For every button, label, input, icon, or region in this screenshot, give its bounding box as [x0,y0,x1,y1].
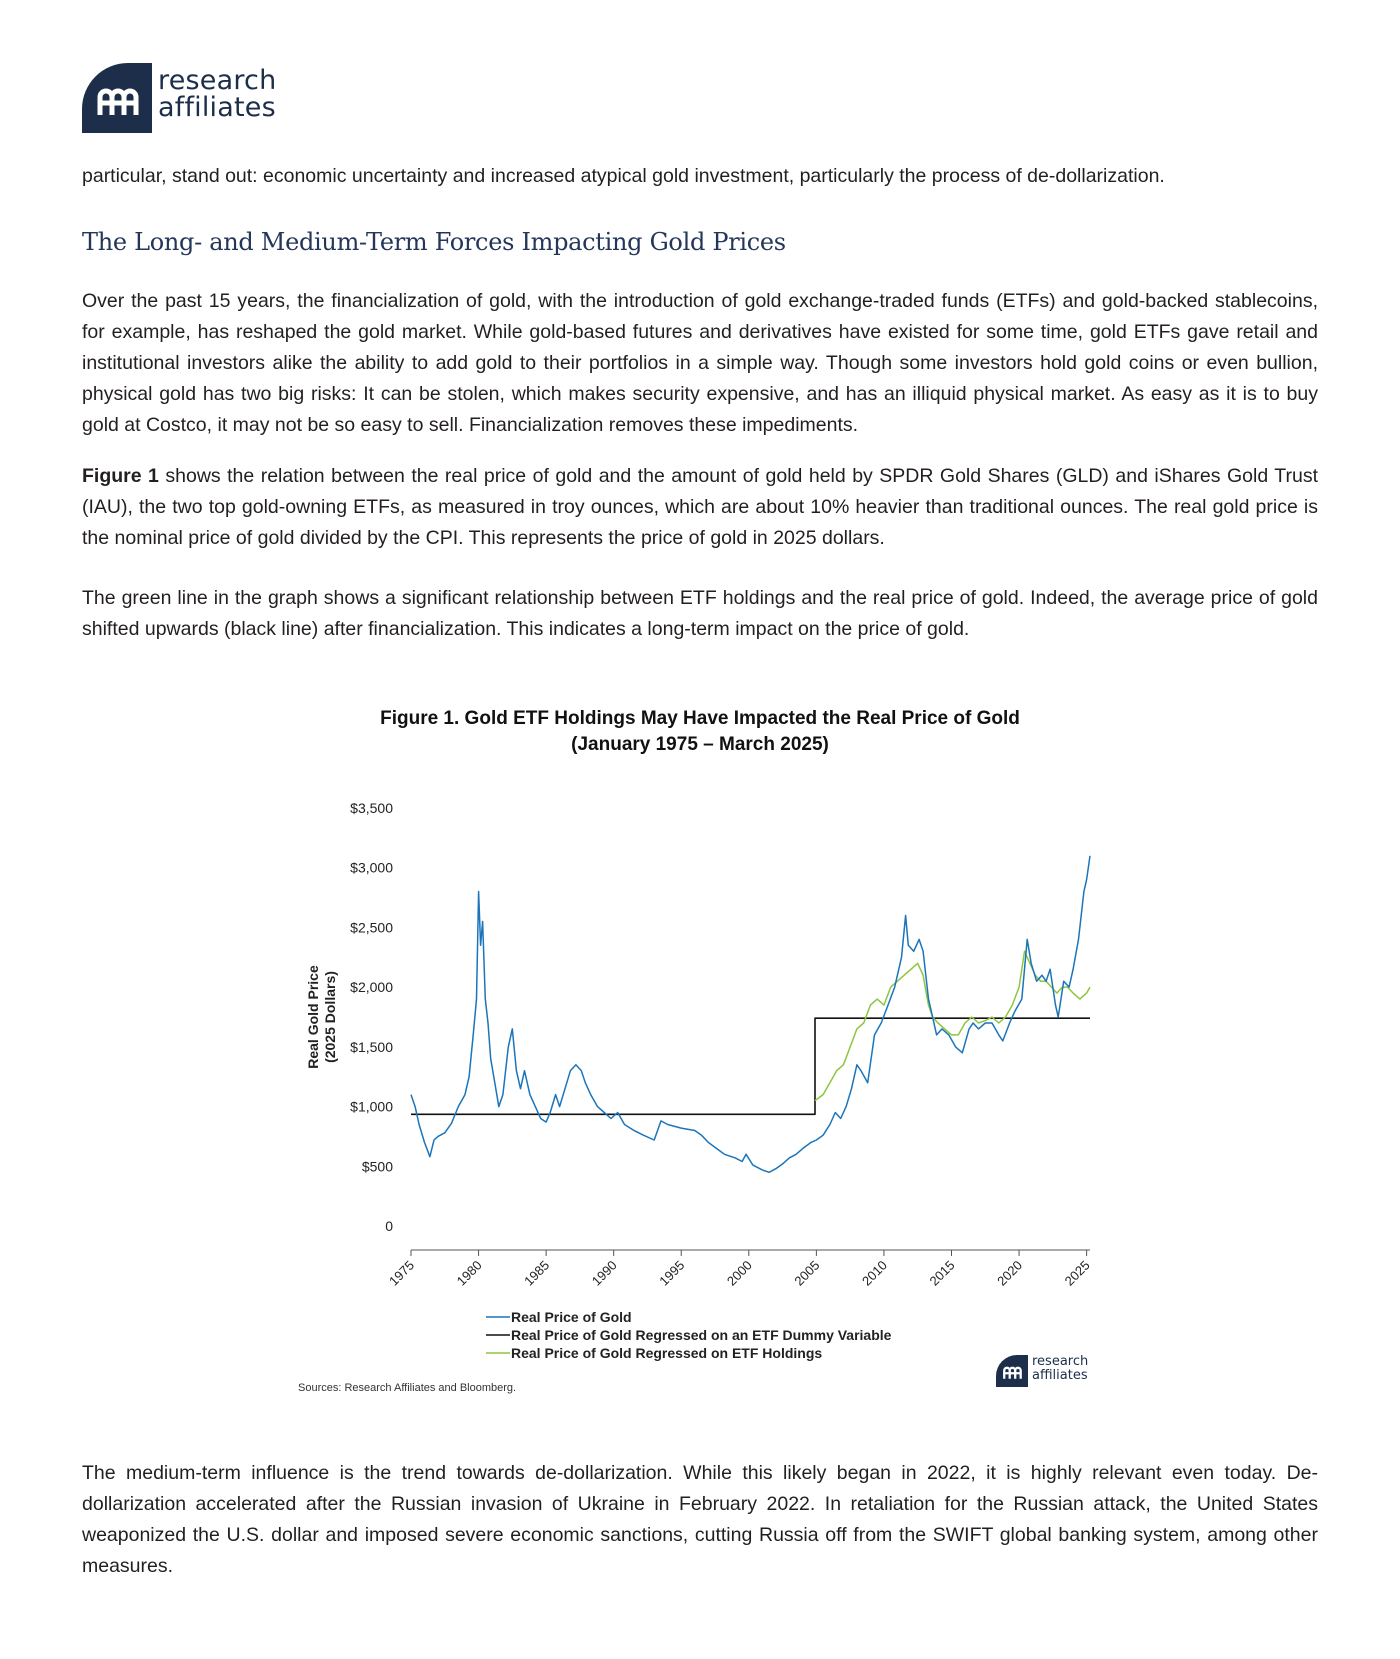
figure-title-line1: Figure 1. Gold ETF Holdings May Have Impacted the Real Price of Gold [380,708,1020,729]
paragraph-de-dollarization: The medium-term influence is the trend towards de-dollarization. While this likely began in 2022, it is highly relevant even today. De-dollarization accelerated after the Russian invasion of Ukraine in February 2022. In retaliation for the Russian attack, the United States weaponized the U.S. dollar and imposed severe economic sanctions, cutting Russia off from the SWIFT global banking system, among other measures. [82,1462,1318,1577]
figure-title-line2: (January 1975 – March 2025) [571,734,829,755]
x-tick-label: 2005 [791,1257,823,1289]
y-tick-label: $1,000 [350,1098,393,1115]
paragraph-financialization: Over the past 15 years, the financialization of gold, with the introduction of gold exchange-traded funds (ETFs) and gold-backed stablecoins, for example, has reshaped the gold market. While gold-based futures and derivatives have existed for some time, gold ETFs gave retail and institutional investors alike the ability to add gold to their portfolios in a simple way. Though some investors hold gold coins or even bullion, physical gold has two big risks: It can be stolen, which makes security expensive, and has an illiquid physical market. As easy as it is to buy gold at Costco, it may not be so easy to sell. Financialization removes these impediments. [82,290,1318,436]
y-tick-label: 0 [385,1218,393,1234]
y-tick-label: $2,000 [350,979,393,996]
x-tick-label: 1975 [386,1257,418,1289]
section-heading: The Long- and Medium-Term Forces Impacting Gold Prices [82,228,786,256]
y-axis-title-line1: Real Gold Price [305,965,321,1069]
brand-line1: research [158,65,277,96]
legend-label: Real Price of Gold [511,1309,632,1325]
x-tick-label: 1995 [656,1257,688,1289]
y-tick-label: $3,000 [350,859,393,876]
x-tick-label: 1990 [588,1257,620,1289]
y-axis-title-line2: (2025 Dollars) [322,971,338,1063]
y-tick-label: $3,500 [350,800,393,816]
legend-label: Real Price of Gold Regressed on an ETF Dummy Variable [511,1327,892,1343]
series-line-1 [411,856,1090,1173]
research-affiliates-small-logo [996,1353,1096,1393]
x-tick-label: 2015 [926,1257,958,1289]
figure-reference-text: shows the relation between the real price of gold and the amount of gold held by SPDR Gold Shares (GLD) and iShares Gold Trust (IAU), the two top gold-owning ETFs, as measured in troy ounces, which are about 10% heavier than traditional ounces. The real gold price is the nominal price of gold divided by the CPI. This represents the price of gold in 2025 dollars. [82,465,1318,549]
x-tick-label: 1980 [453,1257,485,1289]
small-brand-wordmark [1032,1355,1088,1383]
y-tick-label: $500 [361,1158,393,1175]
x-tick-label: 2020 [994,1257,1026,1289]
x-tick-label: 1985 [521,1257,553,1289]
figure-reference-bold: Figure 1 [82,465,159,487]
paragraph-green-line: The green line in the graph shows a significant relationship between ETF holdings and the real price of gold. Indeed, the average price of gold shifted upwards (black line) after financialization. This indicates a long-term impact on the price of gold. [82,587,1318,640]
intro-tail-paragraph: particular, stand out: economic uncertainty and increased atypical gold investment, particularly the process of de-dollarization. [82,165,1165,187]
x-tick-label: 2010 [858,1257,891,1289]
research-affiliates-small-logo-icon [996,1353,1028,1389]
y-tick-label: $2,500 [350,919,393,936]
legend-label: Real Price of Gold Regressed on ETF Holdings [511,1345,823,1361]
y-tick-label: $1,500 [350,1038,393,1055]
y-axis-title [305,965,338,1069]
x-tick-label: 2025 [1061,1257,1093,1289]
brand-line2: affiliates [158,92,276,123]
x-tick-label: 2000 [723,1257,755,1289]
small-brand-line1: research [1032,1354,1089,1369]
figure-source: Sources: Research Affiliates and Bloomberg. [298,1382,517,1394]
small-brand-line2: affiliates [1032,1368,1088,1383]
